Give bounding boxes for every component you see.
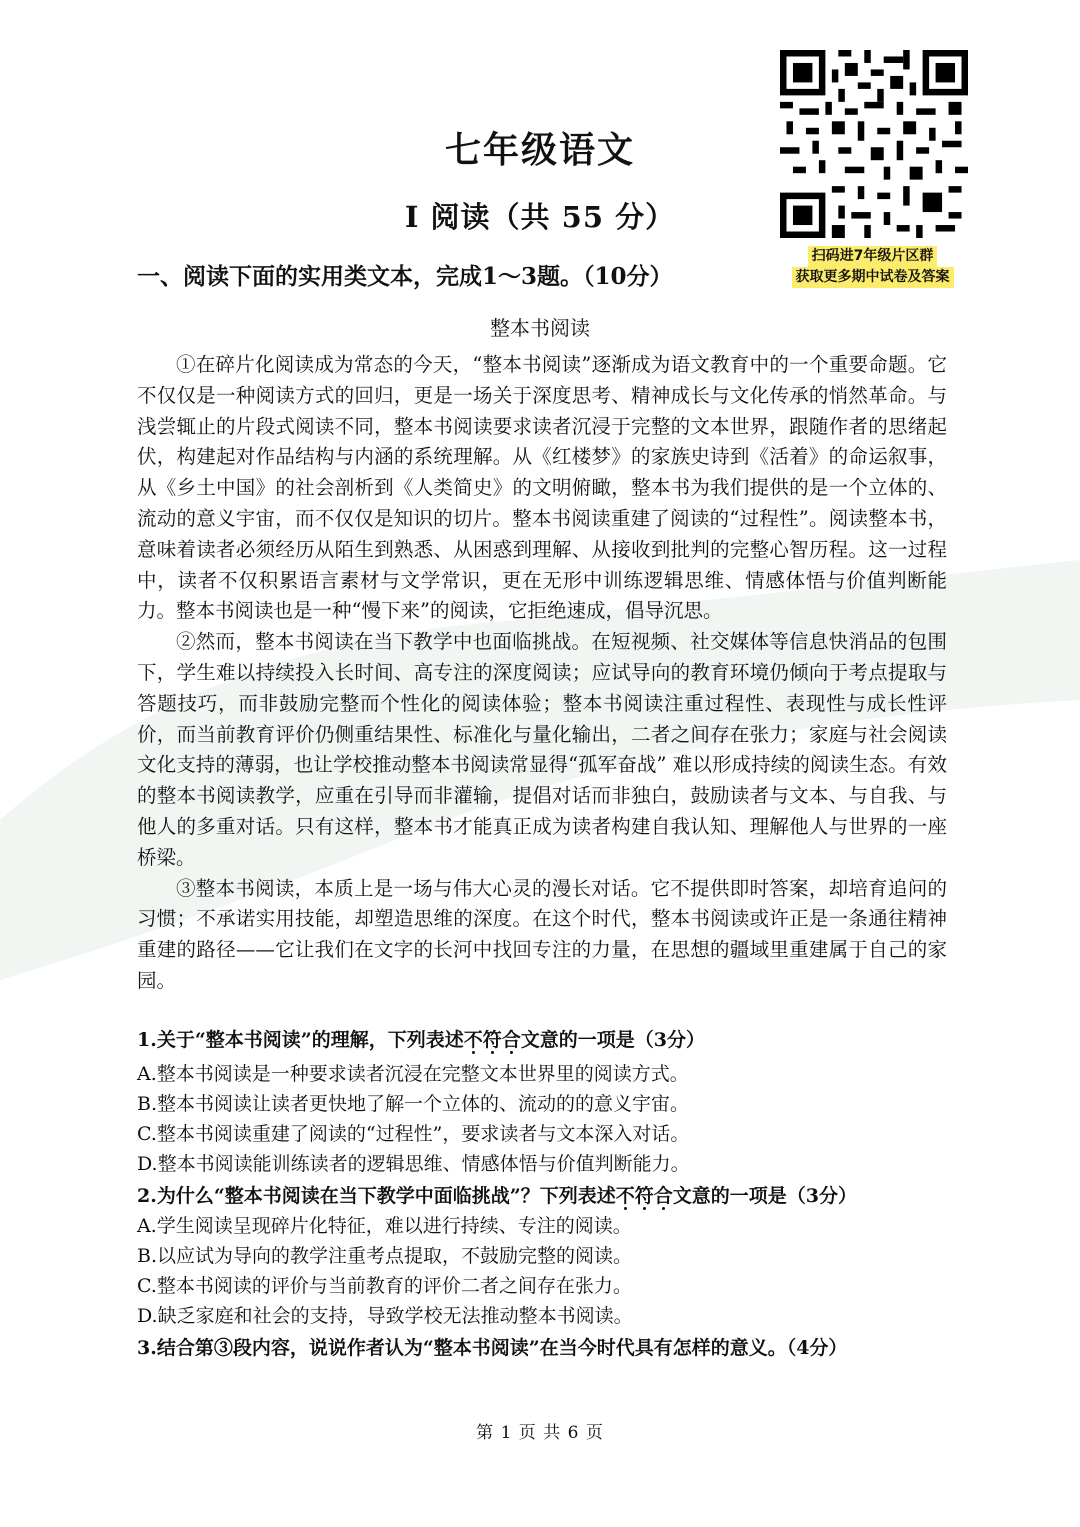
option-b[interactable]: B.以应试为导向的教学注重考点提取，不鼓励完整的阅读。 xyxy=(137,1245,633,1267)
page-footer: 第 1 页 共 6 页 xyxy=(476,1423,604,1443)
option-a[interactable]: A.学生阅读呈现碎片化特征，难以进行持续、专注的阅读。 xyxy=(137,1215,632,1237)
stem-text: 文意的一项是（3分） xyxy=(520,1029,705,1051)
question-list xyxy=(137,1025,957,1365)
question-stem xyxy=(137,1181,957,1211)
question-3 xyxy=(137,1333,957,1363)
stem-text: 2.为什么“整本书阅读在当下教学中面临挑战”？下列表述 xyxy=(137,1185,616,1207)
qr-caption-line2: 获取更多期中试卷及答案 xyxy=(792,267,954,288)
emphasis-char: 符 xyxy=(482,1029,502,1051)
qr-caption xyxy=(770,246,975,288)
passage-paragraph: ②然而，整本书阅读在当下教学中也面临挑战。在短视频、社交媒体等信息快消品的包围下，学生难以持续投入长时间、高专注的深度阅读；应试导向的教育环境仍倾向于考点提取与答题技巧，而非鼓励完整而个性化的阅读体验；整本书阅读注重过程性、表现性与成长性评价，而当前教育评价仍侧重结果性、标准化与量化输出，二者之间存在张力；家庭与社会阅读文化支持的薄弱，也让学校推动整本书阅读常显得“孤军奋战” 难以形成持续的阅读生态。有效的整本书阅读教学，应重在引导而非灌输，提倡对话而非独白，鼓励读者与文本、与自我、与他人的多重对话。只有这样，整本书才能真正成为读者构建自我认知、理解他人与世界的一座桥梁。 xyxy=(137,630,947,869)
option-a[interactable]: A.整本书阅读是一种要求读者沉浸在完整文本世界里的阅读方式。 xyxy=(137,1063,689,1085)
emphasis-char: 不 xyxy=(615,1185,635,1207)
qr-caption-line1: 扫码进7年级片区群 xyxy=(808,246,938,267)
part-heading: 一、阅读下面的实用类文本，完成1～3题。（10分） xyxy=(137,263,673,290)
passage-paragraph: ③整本书阅读，本质上是一场与伟大心灵的漫长对话。它不提供即时答案，却培育追问的习惯；不承诺实用技能，却塑造思维的深度。在这个时代，整本书阅读或许正是一条通往精神重建的路径——它让我们在文字的长河中找回专注的力量，在思想的疆域里重建属于自己的家园。 xyxy=(137,876,947,992)
stem-text: 1.关于“整本书阅读”的理解，下列表述 xyxy=(137,1029,464,1051)
option-d[interactable]: D.缺乏家庭和社会的支持，导致学校无法推动整本书阅读。 xyxy=(137,1305,633,1327)
emphasis-char: 合 xyxy=(501,1029,521,1051)
emphasis-char: 符 xyxy=(634,1185,654,1207)
passage-title: 整本书阅读 xyxy=(490,316,590,340)
stem-text: 文意的一项是（3分） xyxy=(672,1185,857,1207)
option-b[interactable]: B.整本书阅读让读者更快地了解一个立体的、流动的的意义宇宙。 xyxy=(137,1093,690,1115)
emphasis-char: 不 xyxy=(463,1029,483,1051)
passage-body xyxy=(137,350,947,997)
question-stem: 3.结合第③段内容，说说作者认为“整本书阅读”在当今时代具有怎样的意义。（4分） xyxy=(137,1337,848,1359)
emphasis-char: 合 xyxy=(653,1185,673,1207)
qr-code-icon[interactable] xyxy=(780,50,968,238)
exam-title: 七年级语文 xyxy=(444,129,635,171)
option-d[interactable]: D.整本书阅读能训练读者的逻辑思维、情感体悟与价值判断能力。 xyxy=(137,1153,690,1175)
option-c[interactable]: C.整本书阅读的评价与当前教育的评价二者之间存在张力。 xyxy=(137,1275,632,1297)
question-1 xyxy=(137,1025,957,1179)
question-stem xyxy=(137,1025,957,1055)
section-title: Ⅰ 阅读（共 55 分） xyxy=(404,200,676,234)
question-2 xyxy=(137,1181,957,1331)
option-c[interactable]: C.整本书阅读重建了阅读的“过程性”，要求读者与文本深入对话。 xyxy=(137,1123,690,1145)
passage-paragraph: ①在碎片化阅读成为常态的今天，“整本书阅读”逐渐成为语文教育中的一个重要命题。它不仅仅是一种阅读方式的回归，更是一场关于深度思考、精神成长与文化传承的悄然革命。与浅尝辄止的片段式阅读不同，整本书阅读要求读者沉浸于完整的文本世界，跟随作者的思绪起伏，构建起对作品结构与内涵的系统理解。从《红楼梦》的家族史诗到《活着》的命运叙事，从《乡土中国》的社会剖析到《人类简史》的文明俯瞰，整本书为我们提供的是一个立体的、流动的意义宇宙，而不仅仅是知识的切片。整本书阅读重建了阅读的“过程性”。阅读整本书，意味着读者必须经历从陌生到熟悉、从困惑到理解、从接收到批判的完整心智历程。这一过程中，读者不仅积累语言素材与文学常识，更在无形中训练逻辑思维、情感体悟与价值判断能力。整本书阅读也是一种“慢下来”的阅读，它拒绝速成，倡导沉思。 xyxy=(137,353,947,623)
